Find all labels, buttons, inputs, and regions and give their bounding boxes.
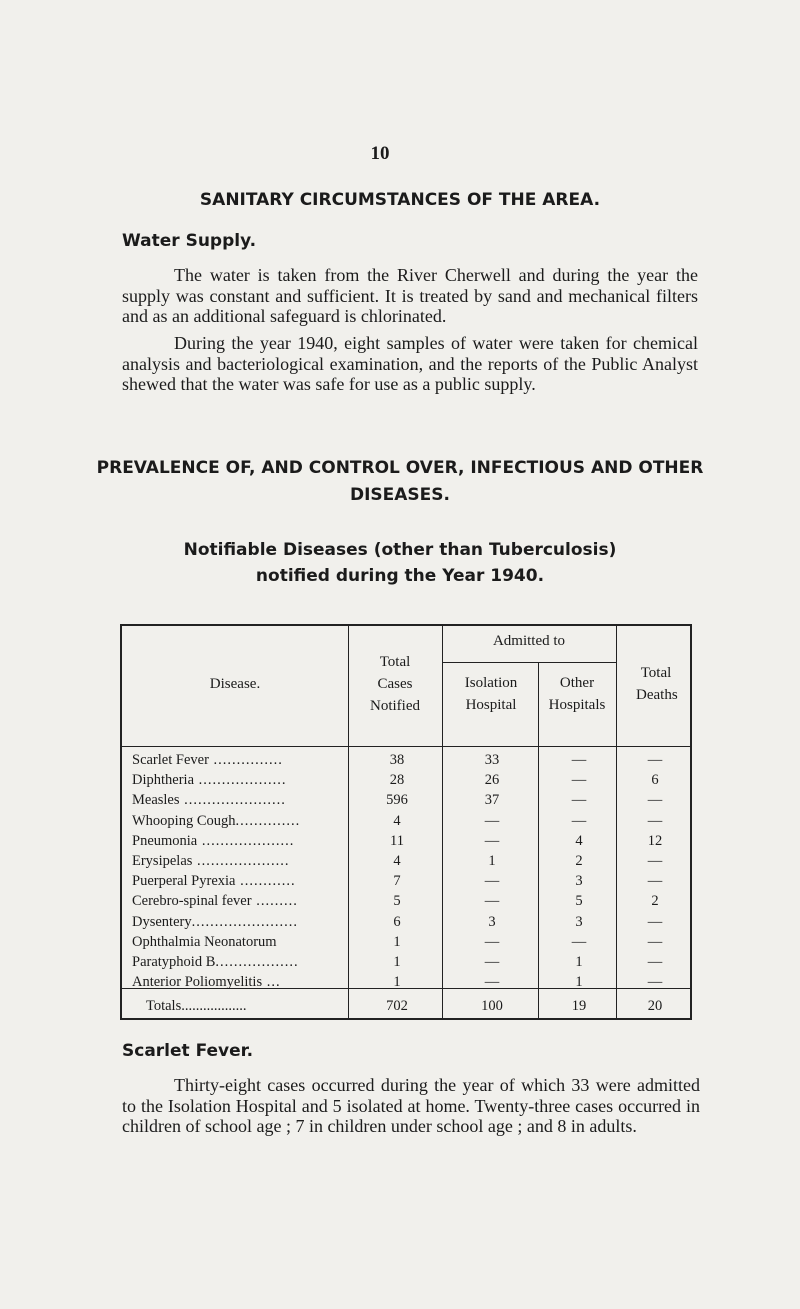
- totals-deaths: 20: [647, 998, 663, 1014]
- isolation-cell: 26: [484, 772, 500, 789]
- disease-name: Paratyphoid B: [132, 953, 216, 970]
- cases-cell: 1: [393, 974, 401, 991]
- disease-name: Erysipelas: [132, 852, 193, 869]
- leader-dots: ............: [235, 873, 296, 890]
- other-cell: 3: [575, 873, 583, 890]
- cases-cell: 596: [386, 792, 408, 809]
- page-title: SANITARY CIRCUMSTANCES OF THE AREA.: [199, 190, 601, 210]
- table-row: [122, 833, 690, 853]
- disease-name: Puerperal Pyrexia: [132, 873, 236, 890]
- cases-cell: 1: [393, 933, 401, 950]
- leader-dots: ..................: [215, 953, 299, 970]
- other-cell: —: [571, 772, 587, 789]
- table-row: [122, 853, 690, 873]
- disease-name: Pneumonia: [132, 832, 198, 849]
- table-row: [122, 792, 690, 812]
- table-row: [122, 954, 690, 974]
- table-row: [122, 934, 690, 954]
- deaths-cell: —: [647, 933, 663, 950]
- water-supply-heading: Water Supply.: [122, 231, 257, 251]
- page-number: 10: [370, 143, 390, 164]
- deaths-cell: —: [647, 974, 663, 991]
- totals-label: Totals: [146, 998, 182, 1014]
- deaths-cell: —: [647, 953, 663, 970]
- deaths-cell: —: [647, 812, 663, 829]
- cases-cell: 4: [393, 852, 401, 869]
- header-other-hospitals: Other Hospitals: [548, 675, 606, 713]
- notifiable-diseases-title: Notifiable Diseases (other than Tuberculosis) notified during the Year 1940.: [183, 540, 617, 586]
- disease-name: Whooping Cough: [132, 812, 236, 829]
- deaths-cell: —: [647, 873, 663, 890]
- isolation-cell: 37: [484, 792, 500, 809]
- water-supply-paragraph-2: During the year 1940, eight samples of water were taken for chemical analysis and bacteriological examination, and the reports of the Public Analyst shewed that the water was safe for use as a public supply.: [122, 333, 698, 394]
- table-row: [122, 813, 690, 833]
- isolation-cell: —: [484, 873, 500, 890]
- header-total-deaths: Total Deaths: [636, 665, 678, 703]
- isolation-cell: —: [484, 933, 500, 950]
- totals-cases: 702: [386, 998, 408, 1014]
- deaths-cell: —: [647, 852, 663, 869]
- leader-dots: ...: [262, 974, 281, 991]
- cases-cell: 1: [393, 953, 401, 970]
- isolation-cell: 33: [484, 752, 500, 768]
- leader-dots: ....................: [197, 832, 295, 849]
- header-admitted-to: Admitted to: [492, 633, 566, 649]
- isolation-cell: —: [484, 974, 500, 991]
- cases-cell: 6: [393, 913, 401, 930]
- other-cell: 4: [575, 832, 583, 849]
- other-cell: 2: [575, 852, 583, 869]
- table-divider: [122, 746, 690, 747]
- totals-row: [122, 992, 690, 1020]
- isolation-cell: —: [484, 812, 500, 829]
- leader-dots: ...................: [194, 772, 287, 789]
- cases-cell: 28: [389, 772, 405, 789]
- leader-dots: ....................: [192, 852, 290, 869]
- totals-other: 19: [571, 998, 587, 1014]
- table-body: [122, 752, 690, 994]
- table-divider: [442, 662, 616, 663]
- other-cell: 5: [575, 893, 583, 910]
- header-isolation-hospital: Isolation Hospital: [464, 675, 518, 713]
- disease-name: Ophthalmia Neonatorum: [132, 933, 277, 950]
- scarlet-fever-paragraph: Thirty-eight cases occurred during the year of which 33 were admitted to the Isolation Hospital and 5 isolated at home. Twenty-three cases occurred in children of school age ; 7 in children under school age ; and 8 in adults.: [122, 1075, 700, 1136]
- isolation-cell: —: [484, 893, 500, 910]
- other-cell: 1: [575, 974, 583, 991]
- cases-cell: 7: [393, 873, 401, 890]
- leader-dots: .........: [251, 893, 298, 910]
- other-cell: —: [571, 933, 587, 950]
- deaths-cell: —: [647, 913, 663, 930]
- cases-cell: 5: [393, 893, 401, 910]
- disease-name: Anterior Poliomyelitis: [132, 974, 263, 991]
- prevalence-title: PREVALENCE OF, AND CONTROL OVER, INFECTIOUS AND OTHER DISEASES.: [96, 458, 704, 505]
- other-cell: 1: [575, 953, 583, 970]
- table-row: [122, 772, 690, 792]
- disease-name: Cerebro-spinal fever: [132, 893, 252, 910]
- water-supply-paragraph-1: The water is taken from the River Cherwell and during the year the supply was constant and sufficient. It is treated by sand and mechanical filters and as an additional safeguard is chlorinated.: [122, 265, 698, 326]
- other-cell: —: [571, 812, 587, 829]
- scarlet-fever-heading: Scarlet Fever.: [122, 1041, 254, 1061]
- isolation-cell: 3: [488, 913, 496, 930]
- totals-isolation: 100: [481, 998, 503, 1014]
- disease-name: Measles: [132, 792, 180, 809]
- cases-cell: 11: [390, 832, 404, 849]
- disease-name: Diphtheria: [132, 772, 195, 789]
- isolation-cell: 1: [488, 852, 496, 869]
- table-row: [122, 873, 690, 893]
- leader-dots: ..................: [181, 998, 247, 1014]
- other-cell: 3: [575, 913, 583, 930]
- disease-name: Dysentery: [132, 913, 192, 930]
- notifiable-diseases-table: [120, 624, 692, 1020]
- other-cell: —: [571, 792, 587, 809]
- leader-dots: ......................: [179, 792, 286, 809]
- deaths-cell: —: [647, 792, 663, 809]
- deaths-cell: 12: [647, 832, 663, 849]
- table-row: [122, 914, 690, 934]
- header-disease: Disease.: [209, 676, 261, 692]
- table-row: [122, 752, 690, 772]
- cases-cell: 38: [389, 752, 405, 768]
- disease-name: Scarlet Fever: [132, 752, 209, 768]
- other-cell: —: [571, 752, 587, 768]
- deaths-cell: 6: [651, 772, 659, 789]
- table-row: [122, 893, 690, 913]
- leader-dots: ..............: [235, 812, 301, 829]
- deaths-cell: —: [647, 752, 663, 768]
- isolation-cell: —: [484, 832, 500, 849]
- header-total-cases: Total Cases Notified: [370, 654, 420, 714]
- deaths-cell: 2: [651, 893, 659, 910]
- cases-cell: 4: [393, 812, 401, 829]
- leader-dots: .......................: [191, 913, 298, 930]
- leader-dots: ...............: [208, 752, 283, 768]
- isolation-cell: —: [484, 953, 500, 970]
